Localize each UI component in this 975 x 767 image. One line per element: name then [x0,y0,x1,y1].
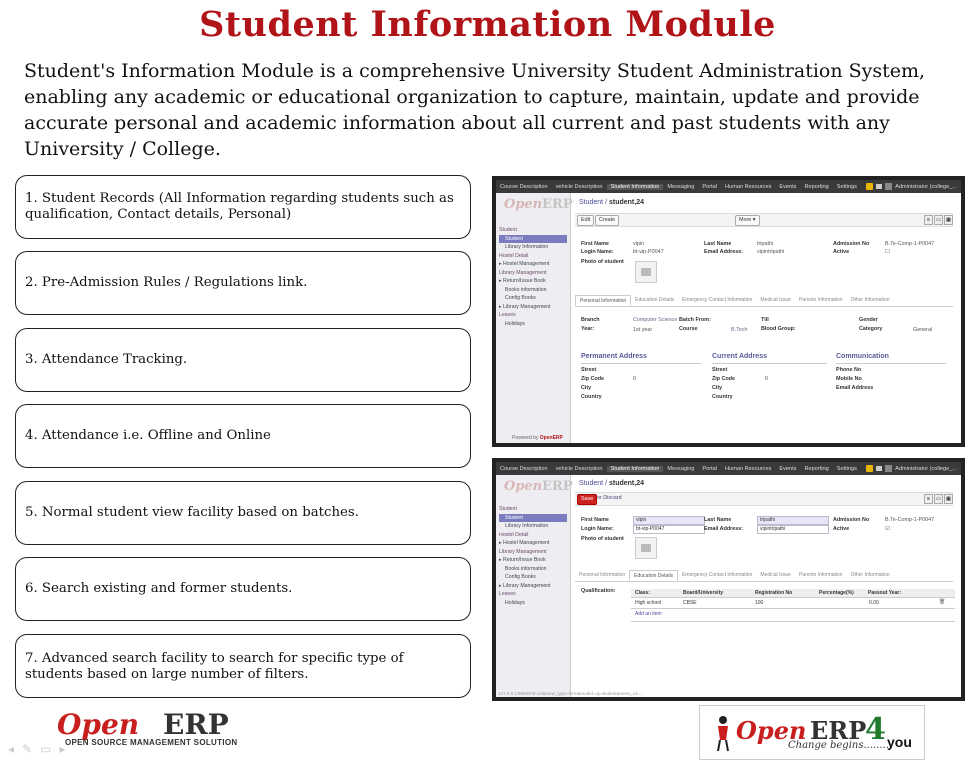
logo-tagline: OPEN SOURCE MANAGEMENT SOLUTION [65,738,238,747]
sidebar-item-hostel-management[interactable]: ▸ Hostel Management [499,261,550,267]
permanent-address-heading: Permanent Address [581,353,647,360]
first-name-label: First Name [581,241,609,247]
menu-portal[interactable]: Portal [702,465,718,472]
branch-value[interactable]: Computer Science [633,317,678,323]
sidebar-item-return-issue-book[interactable]: ▸ Return/Issue Book [499,557,546,563]
notification-icon[interactable] [866,465,873,472]
login-name-label: Login Name: [581,249,614,255]
menu-settings[interactable]: Settings [836,183,857,190]
divider [712,363,827,364]
first-name-input[interactable]: vipin [633,516,705,525]
active-checkbox[interactable]: ☑ [885,526,890,532]
login-name-value: bt-vip-P0047 [633,249,664,255]
current-address-heading: Current Address [712,353,767,360]
active-label: Active [833,249,850,255]
page-title: Student Information Module [199,4,776,45]
view-switcher [924,494,953,504]
blood-group-label: Blood Group: [761,326,796,332]
view-switcher [924,215,953,225]
sidebar-item-library-information[interactable]: Library Information [505,244,549,250]
qualification-label: Qualification: [581,588,616,594]
user-menu[interactable]: Administrator (college_... [895,465,957,472]
sidebar-item-return-issue-book[interactable]: ▸ Return/Issue Book [499,278,546,284]
city-label: City [712,385,723,391]
sidebar-item-library-information[interactable]: Library Information [505,523,549,529]
tab-education-details[interactable]: Education Details [635,297,675,303]
tab-parents-information[interactable]: Parents Information [798,297,843,303]
zip-value: 0 [633,376,636,382]
sidebar-menu [499,226,567,328]
first-name-value: vipin [633,241,645,247]
admission-no-value: B.Te-Comp-1-P0047 [885,241,935,247]
column-header[interactable]: Passout Year: [868,590,901,596]
cell-passout-year: 0.00 [869,600,879,606]
year-label: Year: [581,326,595,332]
openerp-logo-footer [55,708,270,750]
form-view-icon[interactable]: ▭ [934,215,943,225]
sidebar-section-leaves: Leaves [499,312,516,318]
logo-erp-text: ERP [810,716,867,745]
sidebar-item-library-management[interactable]: ▸ Library Management [499,582,551,589]
login-name-label: Login Name: [581,526,614,532]
sidebar-item-config-books[interactable]: Config Books [505,295,536,301]
button-bar [575,213,953,227]
tab-personal-information[interactable]: Personal Information [575,295,631,306]
create-button[interactable]: Create [595,215,619,226]
feature-text: 6. Search existing and former students. [25,581,293,596]
menu-student-information[interactable]: Student Information [607,184,664,190]
menu-vehicle-description[interactable]: vehicle Description [555,465,603,472]
zip-label: Zip Code [581,376,605,382]
breadcrumb: Student / student,24 [579,480,644,487]
branch-label: Branch [581,317,600,323]
category-label: Category [859,326,883,332]
screenshot-student-view [492,176,965,447]
tab-medical-issue[interactable]: Medical Issue [760,572,791,578]
form-edit [571,475,961,697]
sidebar-section-student: Student [499,227,517,233]
column-header[interactable]: Percentage(%) [819,590,854,596]
photo-label: Photo of student [581,536,624,542]
breadcrumb-root[interactable]: Student [579,480,604,487]
logo-4-text: 4 [865,712,886,747]
camera-icon [641,544,651,552]
logo-you-text: you [887,734,912,750]
country-label: Country [581,394,602,400]
year-value: 1st year [633,327,653,333]
person-icon [714,714,732,752]
tab-other-information[interactable]: Other Information [850,297,890,303]
menu-course-description[interactable]: Course Description [500,183,548,190]
active-label: Active [833,526,850,532]
city-label: City [581,385,592,391]
openerp-logo[interactable]: OpenERP [504,479,573,494]
column-header[interactable]: Registration No [755,590,793,596]
batch-from-label: Batch From: [679,317,711,323]
feature-box-5 [15,481,471,545]
user-avatar [885,183,892,190]
menu-messaging[interactable]: Messaging [667,465,695,472]
email-label: Email Address: [704,249,744,255]
last-name-label: Last Name [704,241,732,247]
mail-icon[interactable] [876,466,882,471]
feature-box-6 [15,557,471,621]
mail-icon[interactable] [876,184,882,189]
menu-portal[interactable]: Portal [702,183,718,190]
breadcrumb: Student / student,24 [579,199,644,206]
column-header[interactable]: Board/University [683,590,724,596]
sidebar [496,193,571,443]
last-name-label: Last Name [704,517,732,523]
mobile-label: Mobile No [836,376,862,382]
tab-emergency-contact[interactable]: Emergency Contact Information [682,572,753,578]
feature-box-4 [15,404,471,468]
sidebar-item-books-information[interactable]: Books information [505,286,547,293]
email-address-label: Email Address [836,385,874,391]
sidebar-item-library-management[interactable]: ▸ Library Management [499,303,551,310]
edit-button[interactable]: Edit [577,215,594,226]
top-right-tools [866,183,961,190]
active-checkbox[interactable]: ☐ [885,249,890,255]
logo-open-text: Open [57,708,140,741]
feature-box-2 [15,251,471,315]
form-tabs [575,570,953,582]
kanban-view-icon[interactable]: ▦ [944,494,953,504]
column-header[interactable]: Class: [635,590,651,596]
breadcrumb-root[interactable]: Student [579,199,604,206]
user-avatar [885,465,892,472]
logo-open-text: Open [736,716,807,745]
tab-parents-information[interactable]: Parents Information [798,572,843,578]
tab-education-details[interactable]: Education Details [629,570,678,581]
status-url: 127.0.0.1:8069/#id=24&view_type=form&model=op.student&menu_id=... [498,691,644,696]
sidebar-section-leaves: Leaves [499,591,516,597]
menu-human-resources[interactable]: Human Resources [725,183,772,190]
feature-text: 1. Student Records (All Information regarding students such as qualification, Contact details, Personal) [25,191,454,222]
cell-board: CBSE [683,600,697,606]
sidebar-item-holidays[interactable]: Holidays [505,599,525,606]
feature-box-7 [15,634,471,698]
menu-vehicle-description[interactable]: vehicle Description [555,183,603,190]
breadcrumb-current: student,24 [608,480,644,487]
button-bar [575,492,953,506]
last-name-input[interactable]: tripathi [757,516,829,525]
feature-text: 3. Attendance Tracking. [25,352,188,367]
sidebar-section-library-management: Library Management [499,548,547,555]
course-label: Course [679,326,698,332]
form-view [571,193,961,443]
photo-field[interactable] [635,261,657,283]
camera-icon [641,268,651,276]
course-value[interactable]: B.Tech [731,327,748,333]
feature-text: 7. Advanced search facility to search for specific type of students based on large number of filters. [25,651,404,682]
divider [581,363,701,364]
form-tabs [575,295,953,307]
top-menu-bar [496,462,961,475]
feature-text: 2. Pre-Admission Rules / Regulations link. [25,275,308,290]
communication-heading: Communication [836,353,889,360]
admission-no-label: Admission No [833,517,870,523]
slide-controls [8,742,65,756]
logo-slogan: Change begins........ [788,740,889,751]
menu-settings[interactable]: Settings [836,465,857,472]
menu-reporting[interactable]: Reporting [804,465,829,472]
street-label: Street [712,367,728,373]
photo-field[interactable] [635,537,657,559]
country-label: Country [712,394,733,400]
zip-value: 0 [765,376,768,382]
sidebar-menu [499,505,567,607]
tab-medical-issue[interactable]: Medical Issue [760,297,791,303]
sidebar-section-student: Student [499,506,517,512]
admission-no-value: B.Te-Comp-1-P0047 [885,517,935,523]
feature-text: 4. Attendance i.e. Offline and Online [25,428,271,443]
email-label: Email Address: [704,526,744,532]
menu-course-description[interactable]: Course Description [500,465,548,472]
sidebar-section-hostel-detail: Hostel Detail [499,252,529,259]
powered-by: Powered by OpenERP [512,435,563,441]
notification-icon[interactable] [866,183,873,190]
sidebar-section-hostel-detail: Hostel Detail [499,531,529,538]
qualification-table-header [631,589,955,598]
phone-label: Phone No [836,367,862,373]
admission-no-label: Admission No [833,241,870,247]
list-view-icon[interactable]: ≡ [924,494,933,504]
category-value: General [913,327,933,333]
prev-slide-icon[interactable]: ◂ [8,742,15,756]
last-name-value: tripathi [757,241,774,247]
tab-emergency-contact[interactable]: Emergency Contact Information [682,297,753,303]
sidebar-item-config-books[interactable]: Config Books [505,574,536,580]
cell-registration: 100 [755,600,764,606]
user-menu[interactable]: Administrator (college_... [895,183,957,190]
divider [836,363,946,364]
openerp4you-logo [699,705,925,760]
sidebar-item-books-information[interactable]: Books information [505,565,547,572]
divider [631,608,955,609]
photo-label: Photo of student [581,259,624,265]
menu-student-information[interactable]: Student Information [607,466,664,472]
gender-label: Gender [859,317,878,323]
cell-class: High school [635,600,662,606]
menu-icon[interactable]: ▭ [40,742,52,756]
tab-personal-information[interactable]: Personal Information [579,572,626,578]
form-view-icon[interactable]: ▭ [934,494,943,504]
more-button[interactable]: More ▾ [735,215,760,226]
sidebar-section-library-management: Library Management [499,269,547,276]
next-slide-icon[interactable]: ▸ [59,742,66,756]
feature-box-3 [15,328,471,392]
intro-paragraph: Student's Information Module is a comprehensive University Student Administration System, enabling any academic or educational organization to capture, maintain, update and provide accurate personal and academic information about all current and past students with any University / College. [24,60,926,160]
sidebar-item-holidays[interactable]: Holidays [505,320,525,327]
save-button[interactable]: Save [577,494,597,505]
pen-icon[interactable]: ✎ [22,742,33,756]
screenshot-student-edit [492,458,965,701]
menu-reporting[interactable]: Reporting [804,183,829,190]
list-view-icon[interactable]: ≡ [924,215,933,225]
first-name-label: First Name [581,517,609,523]
street-label: Street [581,367,597,373]
email-value: vipintripathi [757,249,785,255]
trash-icon[interactable]: 🗑 [939,599,946,605]
tab-other-information[interactable]: Other Information [850,572,890,578]
login-name-input[interactable]: bt-vip-P0047 [633,525,705,534]
kanban-view-icon[interactable]: ▦ [944,215,953,225]
email-input[interactable]: vipintripathi [757,525,829,534]
zip-label: Zip Code [712,376,736,382]
discard-link[interactable]: or Discard [597,495,622,501]
menu-events[interactable]: Events [779,183,797,190]
menu-human-resources[interactable]: Human Resources [725,465,772,472]
till-label: Till [761,317,769,323]
logo-erp-text: ERP [163,708,229,741]
openerp-logo[interactable]: OpenERP [504,197,573,212]
menu-events[interactable]: Events [779,465,797,472]
top-menu-bar [496,180,961,193]
divider [631,621,955,622]
top-right-tools [866,465,961,472]
sidebar-item-student[interactable]: Student [499,514,567,523]
sidebar-item-student[interactable]: Student [499,235,567,244]
add-item-link[interactable]: Add an item [635,611,662,617]
breadcrumb-current: student,24 [608,199,644,206]
menu-messaging[interactable]: Messaging [667,183,695,190]
sidebar-item-hostel-management[interactable]: ▸ Hostel Management [499,540,550,546]
feature-text: 5. Normal student view facility based on batches. [25,505,359,520]
feature-box-1 [15,175,471,239]
